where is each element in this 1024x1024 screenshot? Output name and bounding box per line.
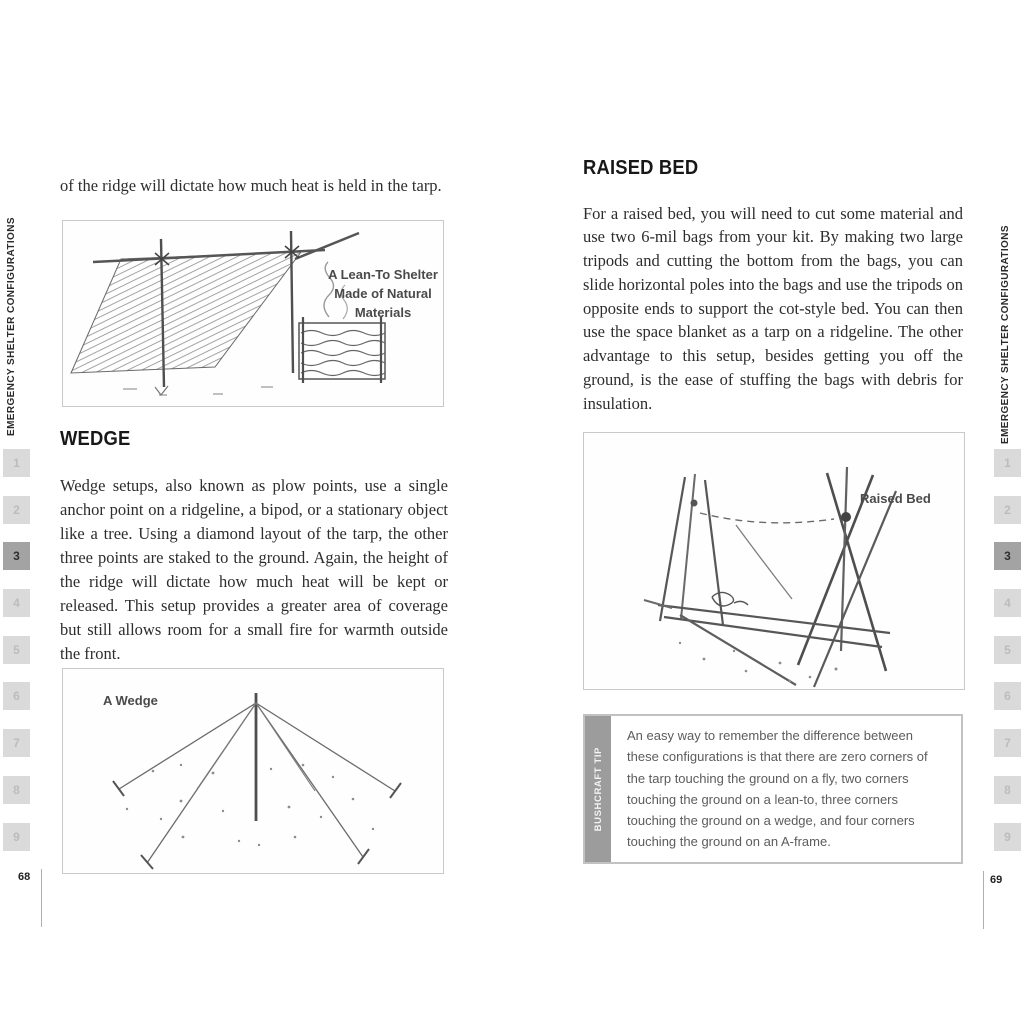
chapter-tab-7[interactable]: 7 [3,729,30,757]
bushcraft-tip-text: An easy way to remember the difference between these configurations is that there are zero corners of the tarp touching the ground on a fly, two corners touching the ground on a lean-to, three corners touching the ground on a wedge, and four corners touching the ground on an A-frame. [627,728,928,850]
chapter-tab-9[interactable]: 9 [3,823,30,851]
wedge-paragraph: Wedge setups, also known as plow points, use a single anchor point on a ridgeline, a bipod, or a stationary object like a tree. Using a diamond layout of the tarp, the other three points are staked to the ground. Again, the height of the ridge will dictate how much heat will be kept or released. This setup provides a greater area of coverage but still allows room for a small fire for warmth outside the front. [60,475,448,663]
chapter-tab-2[interactable]: 2 [3,496,30,524]
left-intro-paragraph: of the ridge will dictate how much heat is held in the tarp. [60,175,442,195]
page-number-rule-left [41,869,42,927]
chapter-tab-6[interactable]: 6 [3,682,30,710]
wedge-caption: A Wedge [103,693,158,708]
right-chapter-tabstrip [994,449,1021,851]
bushcraft-tip-band [585,716,611,862]
lean-to-caption: A Lean-To Shelter Made of Natural Materials [328,267,438,320]
raised-bed-paragraph: For a raised bed, you will need to cut some material and use two 6-mil bags from your kit. By making two large tripods and cutting the bottom from the bags, you can slide horizontal poles into the bags and use the tripods on opposite ends to support the cot-style bed. You can then use the space blanket as a tarp on a ridgeline. The other advantage to this setup, besides getting you off the ground, is the ease of stuffing the bags with debris for insulation. [583,203,963,413]
chapter-tab-5[interactable]: 5 [994,636,1021,664]
page-number-right: 69 [990,874,1003,886]
raised-bed-illustration [584,433,964,689]
chapter-tab-8[interactable]: 8 [3,776,30,804]
wedge-heading: WEDGE [60,428,131,450]
raised-bed-caption: Raised Bed [860,491,931,506]
chapter-tab-4[interactable]: 4 [994,589,1021,617]
right-sidebar-title: EMERGENCY SHELTER CONFIGURATIONS [1000,225,1011,444]
page-number-left: 68 [18,871,31,883]
chapter-tab-8[interactable]: 8 [994,776,1021,804]
chapter-tab-6[interactable]: 6 [994,682,1021,710]
chapter-tab-2[interactable]: 2 [994,496,1021,524]
raised-bed-figure [583,432,965,690]
wedge-figure [62,668,444,874]
chapter-tab-1[interactable]: 1 [3,449,30,477]
chapter-tab-3-active[interactable]: 3 [3,542,30,570]
left-sidebar-title: EMERGENCY SHELTER CONFIGURATIONS [6,217,17,436]
bushcraft-tip-label: BUSHCRAFT TIP [592,746,604,832]
left-chapter-tabstrip [3,449,30,851]
lean-to-figure [62,220,444,407]
chapter-tab-5[interactable]: 5 [3,636,30,664]
chapter-tab-4[interactable]: 4 [3,589,30,617]
chapter-tab-7[interactable]: 7 [994,729,1021,757]
chapter-tab-1[interactable]: 1 [994,449,1021,477]
raised-bed-heading: RAISED BED [583,157,699,179]
chapter-tab-9[interactable]: 9 [994,823,1021,851]
page-number-rule-right [983,871,984,929]
chapter-tab-3-active[interactable]: 3 [994,542,1021,570]
bushcraft-tip-box [583,714,963,864]
